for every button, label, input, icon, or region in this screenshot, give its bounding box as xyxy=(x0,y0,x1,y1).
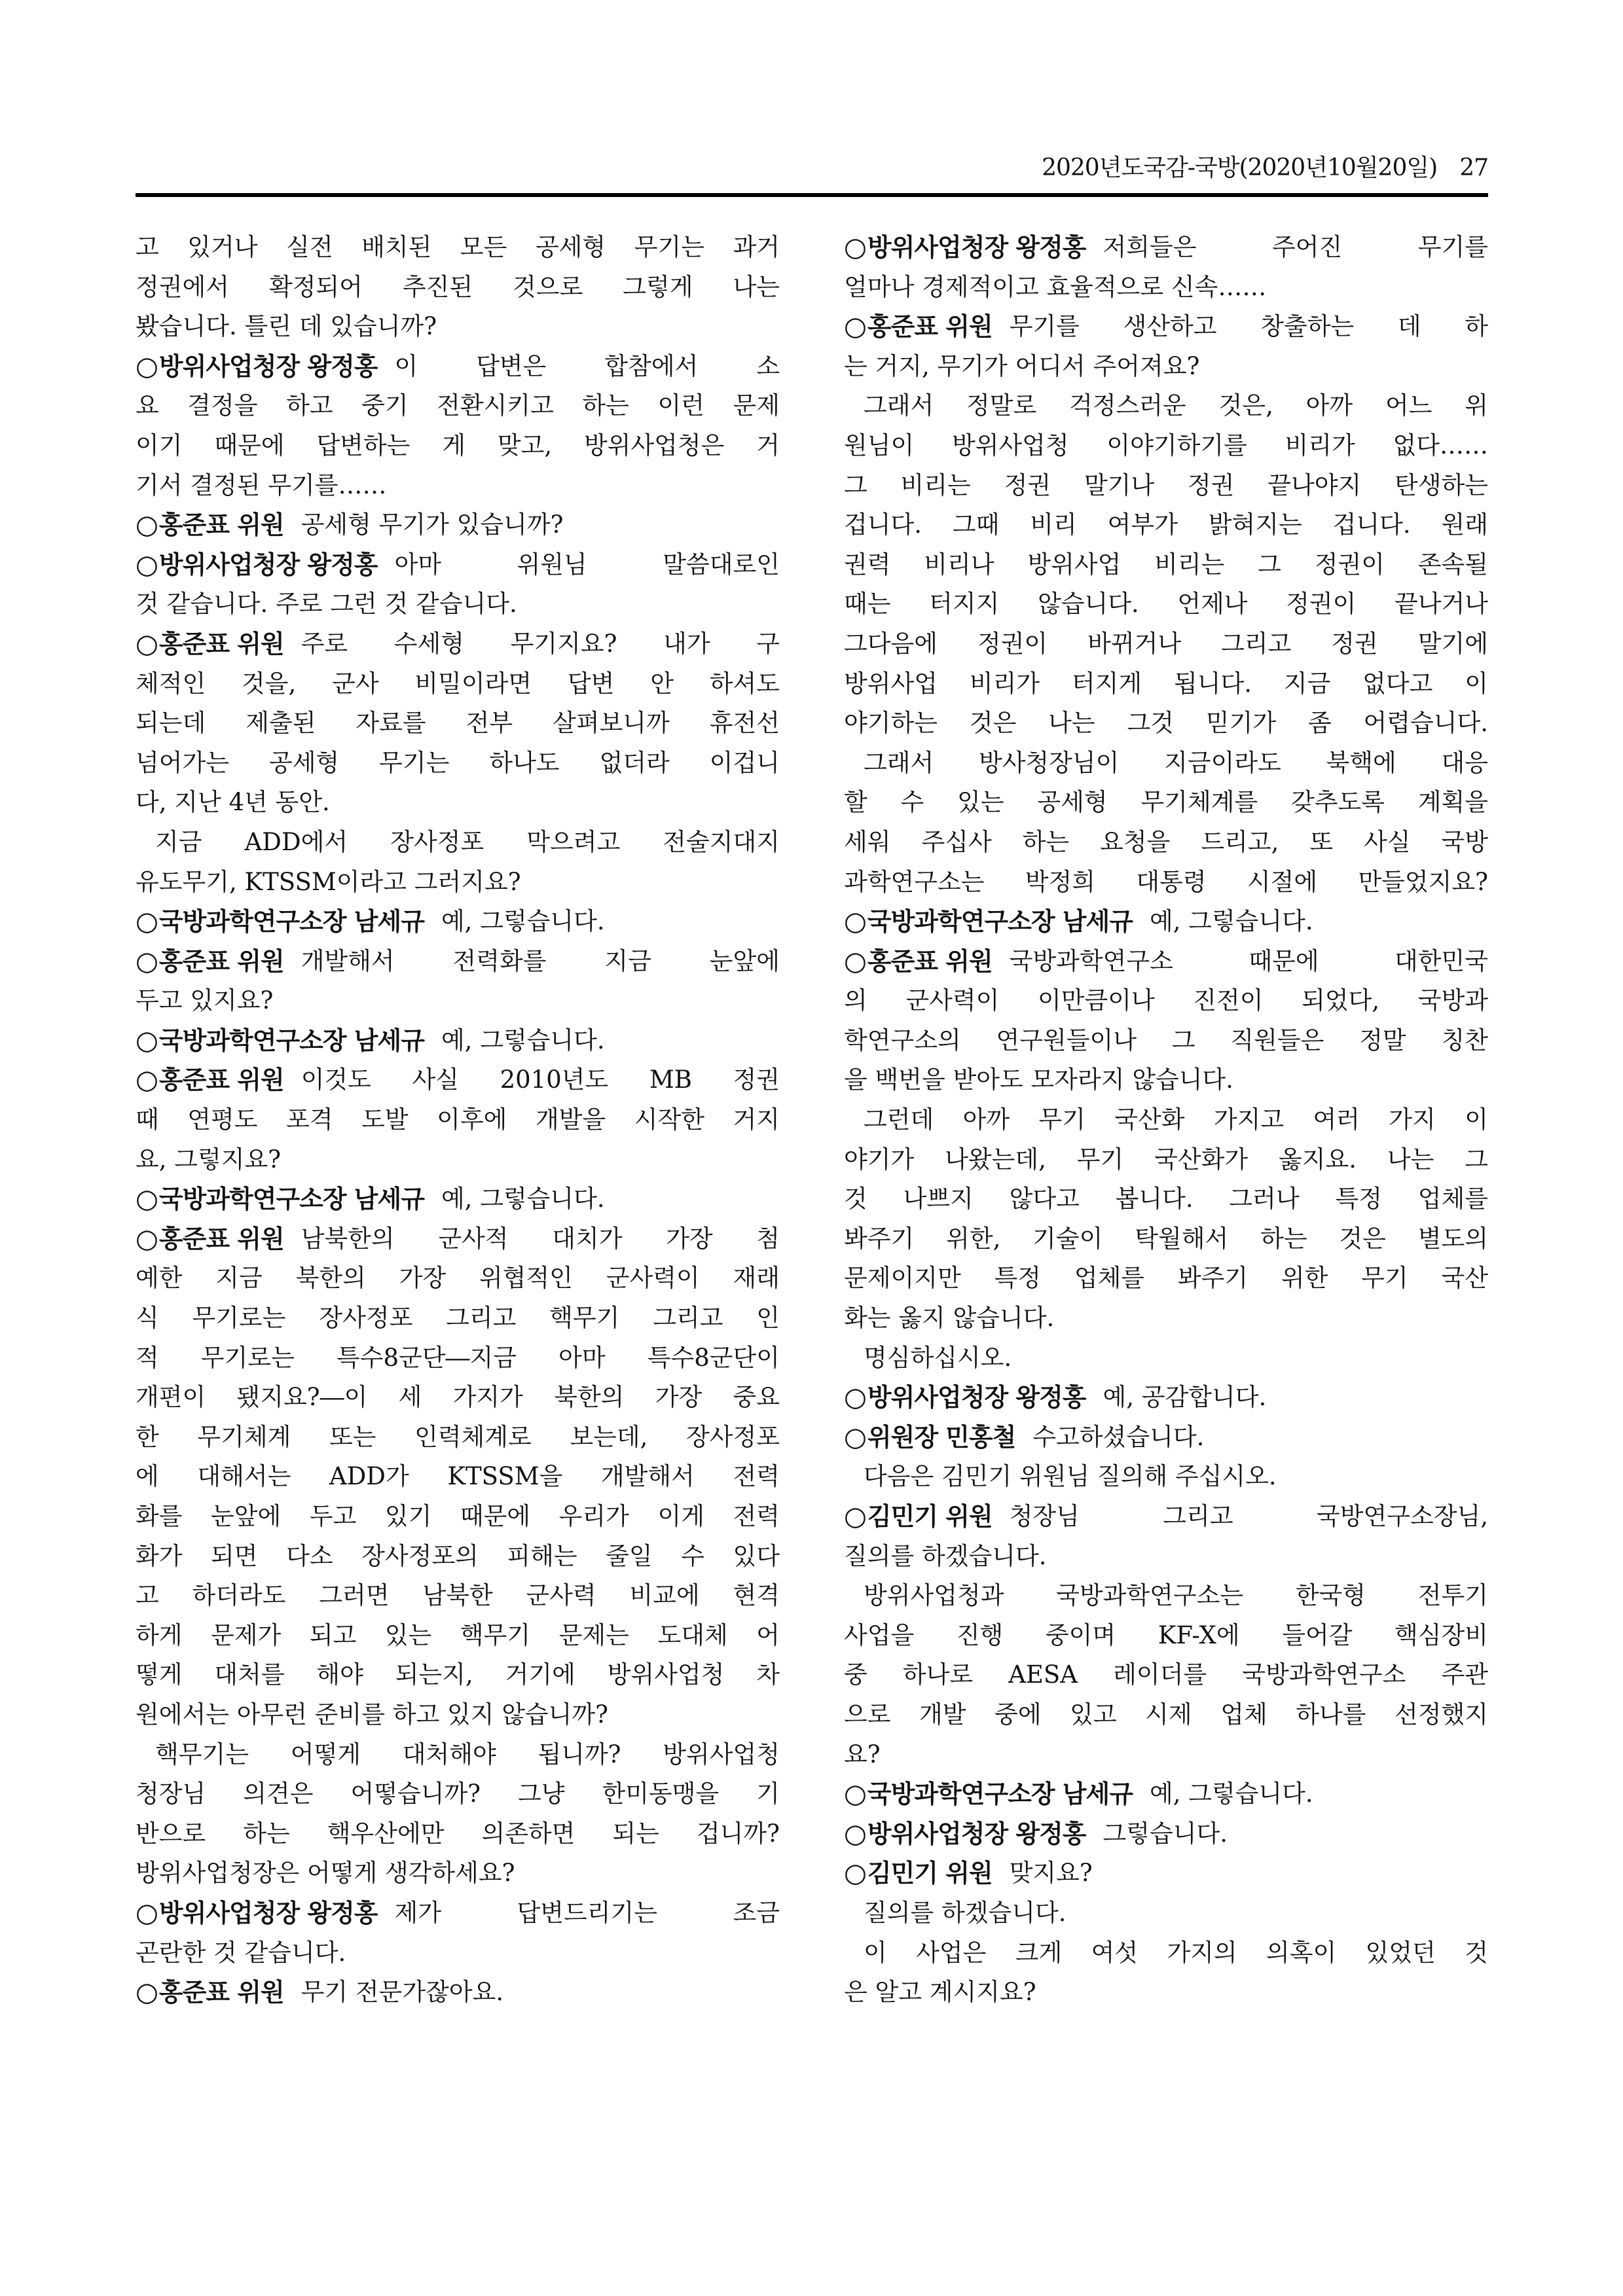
line-text: 예, 그렇습니다. xyxy=(441,1185,605,1213)
speaker-line xyxy=(844,942,1488,982)
line-text: 지금 ADD에서 장사정포 막으려고 전술지대지 xyxy=(155,827,780,856)
speaker-name: ○홍준표 위원 xyxy=(136,1977,284,2008)
line-text: 정권에서 확정되어 추진된 것으로 그렇게 나는 xyxy=(136,272,780,301)
line-text: 화를 눈앞에 두고 있기 때문에 우리가 이게 전력 xyxy=(136,1502,780,1530)
speaker-line xyxy=(844,1774,1488,1814)
line-text: 그런데 아까 무기 국산화 가지고 여러 가지 이 xyxy=(864,1105,1488,1134)
speaker-circle-icon: ○ xyxy=(844,1779,866,1810)
line-text: 질의를 하겠습니다. xyxy=(844,1541,1047,1570)
speaker-circle-icon: ○ xyxy=(136,549,158,580)
speaker-circle-icon: ○ xyxy=(136,1977,158,2008)
speaker-circle-icon: ○ xyxy=(136,1897,158,1928)
line-text: 핵무기는 어떻게 대처해야 됩니까? 방위사업청 xyxy=(155,1740,780,1768)
line-text: 이것도 사실 2010년도 MB 정권 xyxy=(301,1066,780,1094)
line-text: 야기가 나왔는데, 무기 국산화가 옳지요. 나는 그 xyxy=(844,1145,1488,1174)
line-text: 요? xyxy=(844,1740,881,1768)
speaker-circle-icon: ○ xyxy=(136,1065,158,1096)
speaker-line xyxy=(136,902,780,942)
transcript-line xyxy=(844,1299,1488,1338)
transcript-line xyxy=(136,1259,780,1299)
line-text: 권력 비리나 방위사업 비리는 그 정권이 존속될 xyxy=(844,550,1488,579)
transcript-line xyxy=(136,1100,780,1140)
line-text: 체적인 것을, 군사 비밀이라면 답변 안 하셔도 xyxy=(136,669,780,698)
header-rule xyxy=(136,193,1488,197)
line-text: 이기 때문에 답변하는 게 맞고, 방위사업청은 거 xyxy=(136,431,780,459)
speaker-name: ○국방과학연구소장 남세규 xyxy=(136,1025,424,1056)
speaker-line xyxy=(844,307,1488,347)
transcript-line xyxy=(844,823,1488,863)
header-title: 2020년도국감-국방(2020년10월20일) xyxy=(1042,154,1438,181)
transcript-line xyxy=(844,505,1488,545)
line-text: 으로 개발 중에 있고 시제 업체 하나를 선정했지 xyxy=(844,1700,1488,1729)
transcript-line xyxy=(844,1060,1488,1100)
transcript-line xyxy=(136,1774,780,1814)
line-text: 청장님 의견은 어떻습니까? 그냥 한미동맹을 기 xyxy=(136,1780,780,1808)
speaker-name: ○방위사업청장 왕정홍 xyxy=(844,232,1086,262)
line-text: 수고하셨습니다. xyxy=(1032,1422,1205,1451)
line-text: 예한 지금 북한의 가장 위협적인 군사력이 재래 xyxy=(136,1264,780,1293)
speaker-name: ○홍준표 위원 xyxy=(136,510,284,541)
transcript-line xyxy=(136,823,780,863)
transcript-line xyxy=(844,545,1488,585)
line-text: 원님이 방위사업청 이야기하기를 비리가 없다…… xyxy=(844,431,1488,459)
speaker-circle-icon: ○ xyxy=(844,1382,866,1413)
speaker-line xyxy=(136,1021,780,1061)
running-header xyxy=(136,149,1488,182)
line-text: 명심하십시오. xyxy=(864,1343,1012,1372)
speaker-line xyxy=(844,902,1488,942)
speaker-name: ○홍준표 위원 xyxy=(844,946,993,977)
line-text: 그래서 정말로 걱정스러운 것은, 아까 어느 위 xyxy=(864,391,1488,420)
transcript-line xyxy=(844,1655,1488,1695)
transcript-line xyxy=(136,981,780,1021)
speaker-line xyxy=(136,1060,780,1100)
line-text: 주로 수세형 무기지요? 내가 구 xyxy=(301,629,780,658)
line-text: 겁니다. 그때 비리 여부가 밝혀지는 겁니다. 원래 xyxy=(844,511,1488,539)
line-text: 때 연평도 포격 도발 이후에 개발을 시작한 거지 xyxy=(136,1105,780,1134)
line-text: 식 무기로는 장사정포 그리고 핵무기 그리고 인 xyxy=(136,1304,780,1333)
speaker-circle-icon: ○ xyxy=(136,1223,158,1254)
speaker-line xyxy=(844,228,1488,268)
speaker-circle-icon: ○ xyxy=(844,232,866,262)
transcript-line xyxy=(844,386,1488,426)
transcript-line xyxy=(136,1655,780,1695)
line-text: 때는 터지지 않습니다. 언제나 정권이 끝나거나 xyxy=(844,590,1488,619)
transcript-line xyxy=(844,1338,1488,1378)
line-text: 되는데 제출된 자료를 전부 살펴보니까 휴전선 xyxy=(136,709,780,738)
transcript-line xyxy=(136,307,780,347)
line-text: 는 거지, 무기가 어디서 주어져요? xyxy=(844,351,1200,380)
transcript-line xyxy=(136,664,780,704)
line-text: 화는 옳지 않습니다. xyxy=(844,1304,1055,1333)
speaker-line xyxy=(136,1219,780,1259)
transcript-line xyxy=(136,1378,780,1418)
transcript-line xyxy=(844,664,1488,704)
transcript-line xyxy=(136,744,780,783)
transcript-line xyxy=(844,1973,1488,2013)
speaker-line xyxy=(136,545,780,585)
transcript-line xyxy=(844,1735,1488,1775)
speaker-name: ○국방과학연구소장 남세규 xyxy=(136,906,424,937)
speaker-circle-icon: ○ xyxy=(136,946,158,977)
transcript-line xyxy=(136,228,780,268)
line-text: 문제이지만 특정 업체를 봐주기 위한 무기 국산 xyxy=(844,1264,1488,1293)
transcript-line xyxy=(136,1933,780,1973)
speaker-line xyxy=(136,1179,780,1219)
speaker-name: ○홍준표 위원 xyxy=(136,628,284,659)
speaker-circle-icon: ○ xyxy=(136,628,158,659)
transcript-line xyxy=(844,704,1488,744)
transcript-line xyxy=(136,1418,780,1458)
line-text: 요, 그렇지요? xyxy=(136,1145,282,1174)
speaker-circle-icon: ○ xyxy=(136,351,158,382)
speaker-line xyxy=(136,505,780,545)
line-text: 그다음에 정권이 바뀌거나 그리고 정권 말기에 xyxy=(844,629,1488,658)
line-text: 아마 위원님 말씀대로인 xyxy=(394,550,780,579)
speaker-circle-icon: ○ xyxy=(136,1025,158,1056)
line-text: 얼마나 경제적이고 효율적으로 신속…… xyxy=(844,272,1267,301)
transcript-line xyxy=(136,704,780,744)
transcript-line xyxy=(136,466,780,506)
transcript-line xyxy=(136,1457,780,1497)
line-text: 할 수 있는 공세형 무기체계를 갖추도록 계획을 xyxy=(844,788,1488,817)
speaker-name: ○방위사업청장 왕정홍 xyxy=(136,1897,378,1928)
speaker-name: ○방위사업청장 왕정홍 xyxy=(844,1382,1086,1413)
transcript-line xyxy=(844,268,1488,308)
transcript-line xyxy=(136,1854,780,1893)
transcript-line xyxy=(844,1616,1488,1656)
transcript-line xyxy=(844,1100,1488,1140)
speaker-circle-icon: ○ xyxy=(136,906,158,937)
speaker-circle-icon: ○ xyxy=(136,510,158,541)
transcript-line xyxy=(844,1179,1488,1219)
line-text: 방위사업청과 국방과학연구소는 한국형 전투기 xyxy=(864,1581,1488,1610)
speaker-name: ○김민기 위원 xyxy=(844,1858,993,1889)
transcript-line xyxy=(844,1695,1488,1735)
line-text: 고 있거나 실전 배치된 모든 공세형 무기는 과거 xyxy=(136,233,780,261)
transcript-line xyxy=(844,1219,1488,1259)
line-text: 학연구소의 연구원들이나 그 직원들은 정말 칭찬 xyxy=(844,1026,1488,1054)
line-text: 넘어가는 공세형 무기는 하나도 없더라 이겁니 xyxy=(136,748,780,777)
transcript-line xyxy=(844,1021,1488,1061)
line-text: 것 나쁘지 않다고 봅니다. 그러나 특정 업체를 xyxy=(844,1185,1488,1213)
transcript-line xyxy=(844,783,1488,823)
line-text: 곤란한 것 같습니다. xyxy=(136,1938,346,1967)
line-text: 청장님 그리고 국방연구소장님, xyxy=(1009,1502,1488,1530)
transcript-line xyxy=(136,584,780,624)
speaker-line xyxy=(136,942,780,982)
line-text: 야기하는 것은 나는 그것 믿기가 좀 어렵습니다. xyxy=(844,709,1488,738)
line-text: 그렇습니다. xyxy=(1103,1819,1228,1848)
transcript-line xyxy=(136,386,780,426)
transcript-line xyxy=(844,347,1488,387)
speaker-circle-icon: ○ xyxy=(136,1184,158,1215)
line-text: 개발해서 전력화를 지금 눈앞에 xyxy=(301,946,780,975)
line-text: 방위사업 비리가 터지게 됩니다. 지금 없다고 이 xyxy=(844,669,1488,698)
line-text: 을 백번을 받아도 모자라지 않습니다. xyxy=(844,1066,1233,1094)
speaker-circle-icon: ○ xyxy=(844,1818,866,1849)
speaker-name: ○홍준표 위원 xyxy=(844,312,993,342)
line-text: 기서 결정된 무기를…… xyxy=(136,471,387,499)
line-text: 적 무기로는 특수8군단―지금 아마 특수8군단이 xyxy=(136,1343,780,1372)
speaker-line xyxy=(844,1418,1488,1458)
line-text: 다음은 김민기 위원님 질의해 주십시오. xyxy=(864,1462,1277,1491)
line-text: 두고 있지요? xyxy=(136,986,274,1015)
transcript-line xyxy=(844,624,1488,664)
line-text: 맞지요? xyxy=(1009,1859,1093,1888)
speaker-line xyxy=(136,1973,780,2013)
line-text: 다, 지난 4년 동안. xyxy=(136,788,330,817)
transcript-line xyxy=(136,1616,780,1656)
right-column xyxy=(844,228,1488,2013)
transcript-line xyxy=(844,466,1488,506)
line-text: 화가 되면 다소 장사정포의 피해는 줄일 수 있다 xyxy=(136,1541,780,1570)
speaker-circle-icon: ○ xyxy=(844,946,866,977)
line-text: 무기 전문가잖아요. xyxy=(301,1978,504,2007)
speaker-name: ○홍준표 위원 xyxy=(136,1223,284,1254)
speaker-circle-icon: ○ xyxy=(844,312,866,342)
transcript-line xyxy=(844,863,1488,903)
line-text: 중 하나로 AESA 레이더를 국방과학연구소 주관 xyxy=(844,1660,1488,1689)
speaker-name: ○국방과학연구소장 남세규 xyxy=(844,906,1133,937)
line-text: 예, 공감합니다. xyxy=(1103,1383,1267,1412)
transcript-line xyxy=(844,1893,1488,1933)
speaker-name: ○김민기 위원 xyxy=(844,1501,993,1532)
line-text: 것 같습니다. 주로 그런 것 같습니다. xyxy=(136,590,517,619)
transcript-line xyxy=(136,1497,780,1537)
transcript-line xyxy=(844,1140,1488,1180)
line-text: 개편이 됐지요?―이 세 가지가 북한의 가장 중요 xyxy=(136,1383,780,1412)
speaker-line xyxy=(844,1497,1488,1537)
transcript-line xyxy=(136,1695,780,1735)
transcript-line xyxy=(136,426,780,466)
transcript-line xyxy=(136,1338,780,1378)
line-text: 사업을 진행 중이며 KF-X에 들어갈 핵심장비 xyxy=(844,1621,1488,1649)
left-column xyxy=(136,228,780,2013)
transcript-line xyxy=(844,1576,1488,1616)
line-text: 봐주기 위한, 기술이 탁월해서 하는 것은 별도의 xyxy=(844,1224,1488,1253)
transcript-line xyxy=(844,1933,1488,1973)
line-text: 떻게 대처를 해야 되는지, 거기에 방위사업청 차 xyxy=(136,1660,780,1689)
speaker-name: ○홍준표 위원 xyxy=(136,1065,284,1096)
transcript-line xyxy=(844,426,1488,466)
line-text: 방위사업청장은 어떻게 생각하세요? xyxy=(136,1859,515,1888)
speaker-circle-icon: ○ xyxy=(844,1858,866,1889)
line-text: 국방과학연구소 때문에 대한민국 xyxy=(1009,946,1488,975)
page-number: 27 xyxy=(1459,154,1488,181)
line-text: 유도무기, KTSSM이라고 그러지요? xyxy=(136,867,521,896)
transcript-line xyxy=(844,584,1488,624)
transcript-line xyxy=(136,268,780,308)
speaker-line xyxy=(136,347,780,387)
line-text: 과학연구소는 박정희 대통령 시절에 만들었지요? xyxy=(844,867,1488,896)
speaker-name: ○방위사업청장 왕정홍 xyxy=(136,549,378,580)
speaker-name: ○방위사업청장 왕정홍 xyxy=(844,1818,1086,1849)
line-text: 반으로 하는 핵우산에만 의존하면 되는 겁니까? xyxy=(136,1819,780,1848)
line-text: 이 답변은 합참에서 소 xyxy=(394,351,780,380)
transcript-line xyxy=(844,1537,1488,1577)
transcript-line xyxy=(844,981,1488,1021)
line-text: 한 무기체계 또는 인력체계로 보는데, 장사정포 xyxy=(136,1422,780,1451)
line-text: 봤습니다. 틀린 데 있습니까? xyxy=(136,312,437,341)
line-text: 질의를 하겠습니다. xyxy=(864,1898,1067,1927)
transcript-line xyxy=(844,1457,1488,1497)
transcript-line xyxy=(136,1576,780,1616)
line-text: 의 군사력이 이만큼이나 진전이 되었다, 국방과 xyxy=(844,986,1488,1015)
transcript-line xyxy=(136,1140,780,1180)
speaker-line xyxy=(844,1378,1488,1418)
line-text: 예, 그렇습니다. xyxy=(441,1026,605,1054)
line-text: 무기를 생산하고 창출하는 데 하 xyxy=(1009,312,1488,341)
speaker-name: ○방위사업청장 왕정홍 xyxy=(136,351,378,382)
line-text: 그 비리는 정권 말기나 정권 끝나야지 탄생하는 xyxy=(844,471,1488,499)
transcript-line xyxy=(136,1537,780,1577)
transcript-line xyxy=(844,744,1488,783)
speaker-name: ○국방과학연구소장 남세규 xyxy=(844,1779,1133,1810)
line-text: 공세형 무기가 있습니까? xyxy=(301,511,564,539)
line-text: 남북한의 군사적 대치가 가장 첨 xyxy=(301,1224,780,1253)
speaker-name: ○홍준표 위원 xyxy=(136,946,284,977)
transcript-line xyxy=(136,1735,780,1775)
transcript-line xyxy=(136,783,780,823)
transcript-line xyxy=(136,863,780,903)
line-text: 그래서 방사청장님이 지금이라도 북핵에 대응 xyxy=(864,748,1488,777)
line-text: 원에서는 아무런 준비를 하고 있지 않습니까? xyxy=(136,1700,608,1729)
line-text: 제가 답변드리기는 조금 xyxy=(394,1898,780,1927)
speaker-line xyxy=(136,1893,780,1933)
line-text: 저희들은 주어진 무기를 xyxy=(1103,233,1488,261)
transcript-line xyxy=(136,1299,780,1338)
speaker-circle-icon: ○ xyxy=(844,1422,866,1452)
line-text: 예, 그렇습니다. xyxy=(1149,1780,1313,1808)
speaker-name: ○위원장 민홍철 xyxy=(844,1422,1016,1452)
line-text: 은 알고 계시지요? xyxy=(844,1978,1036,2007)
transcript-line xyxy=(844,1259,1488,1299)
line-text: 세워 주십사 하는 요청을 드리고, 또 사실 국방 xyxy=(844,827,1488,856)
speaker-line xyxy=(844,1814,1488,1854)
line-text: 이 사업은 크게 여섯 가지의 의혹이 있었던 것 xyxy=(864,1938,1488,1967)
speaker-name: ○국방과학연구소장 남세규 xyxy=(136,1184,424,1215)
speaker-circle-icon: ○ xyxy=(844,906,866,937)
speaker-line xyxy=(844,1854,1488,1893)
transcript-line xyxy=(136,1814,780,1854)
speaker-line xyxy=(136,624,780,664)
line-text: 예, 그렇습니다. xyxy=(1149,907,1313,936)
line-text: 에 대해서는 ADD가 KTSSM을 개발해서 전력 xyxy=(136,1462,780,1491)
line-text: 고 하더라도 그러면 남북한 군사력 비교에 현격 xyxy=(136,1581,780,1610)
line-text: 하게 문제가 되고 있는 핵무기 문제는 도대체 어 xyxy=(136,1621,780,1649)
speaker-circle-icon: ○ xyxy=(844,1501,866,1532)
line-text: 예, 그렇습니다. xyxy=(441,907,605,936)
line-text: 요 결정을 하고 중기 전환시키고 하는 이런 문제 xyxy=(136,391,780,420)
